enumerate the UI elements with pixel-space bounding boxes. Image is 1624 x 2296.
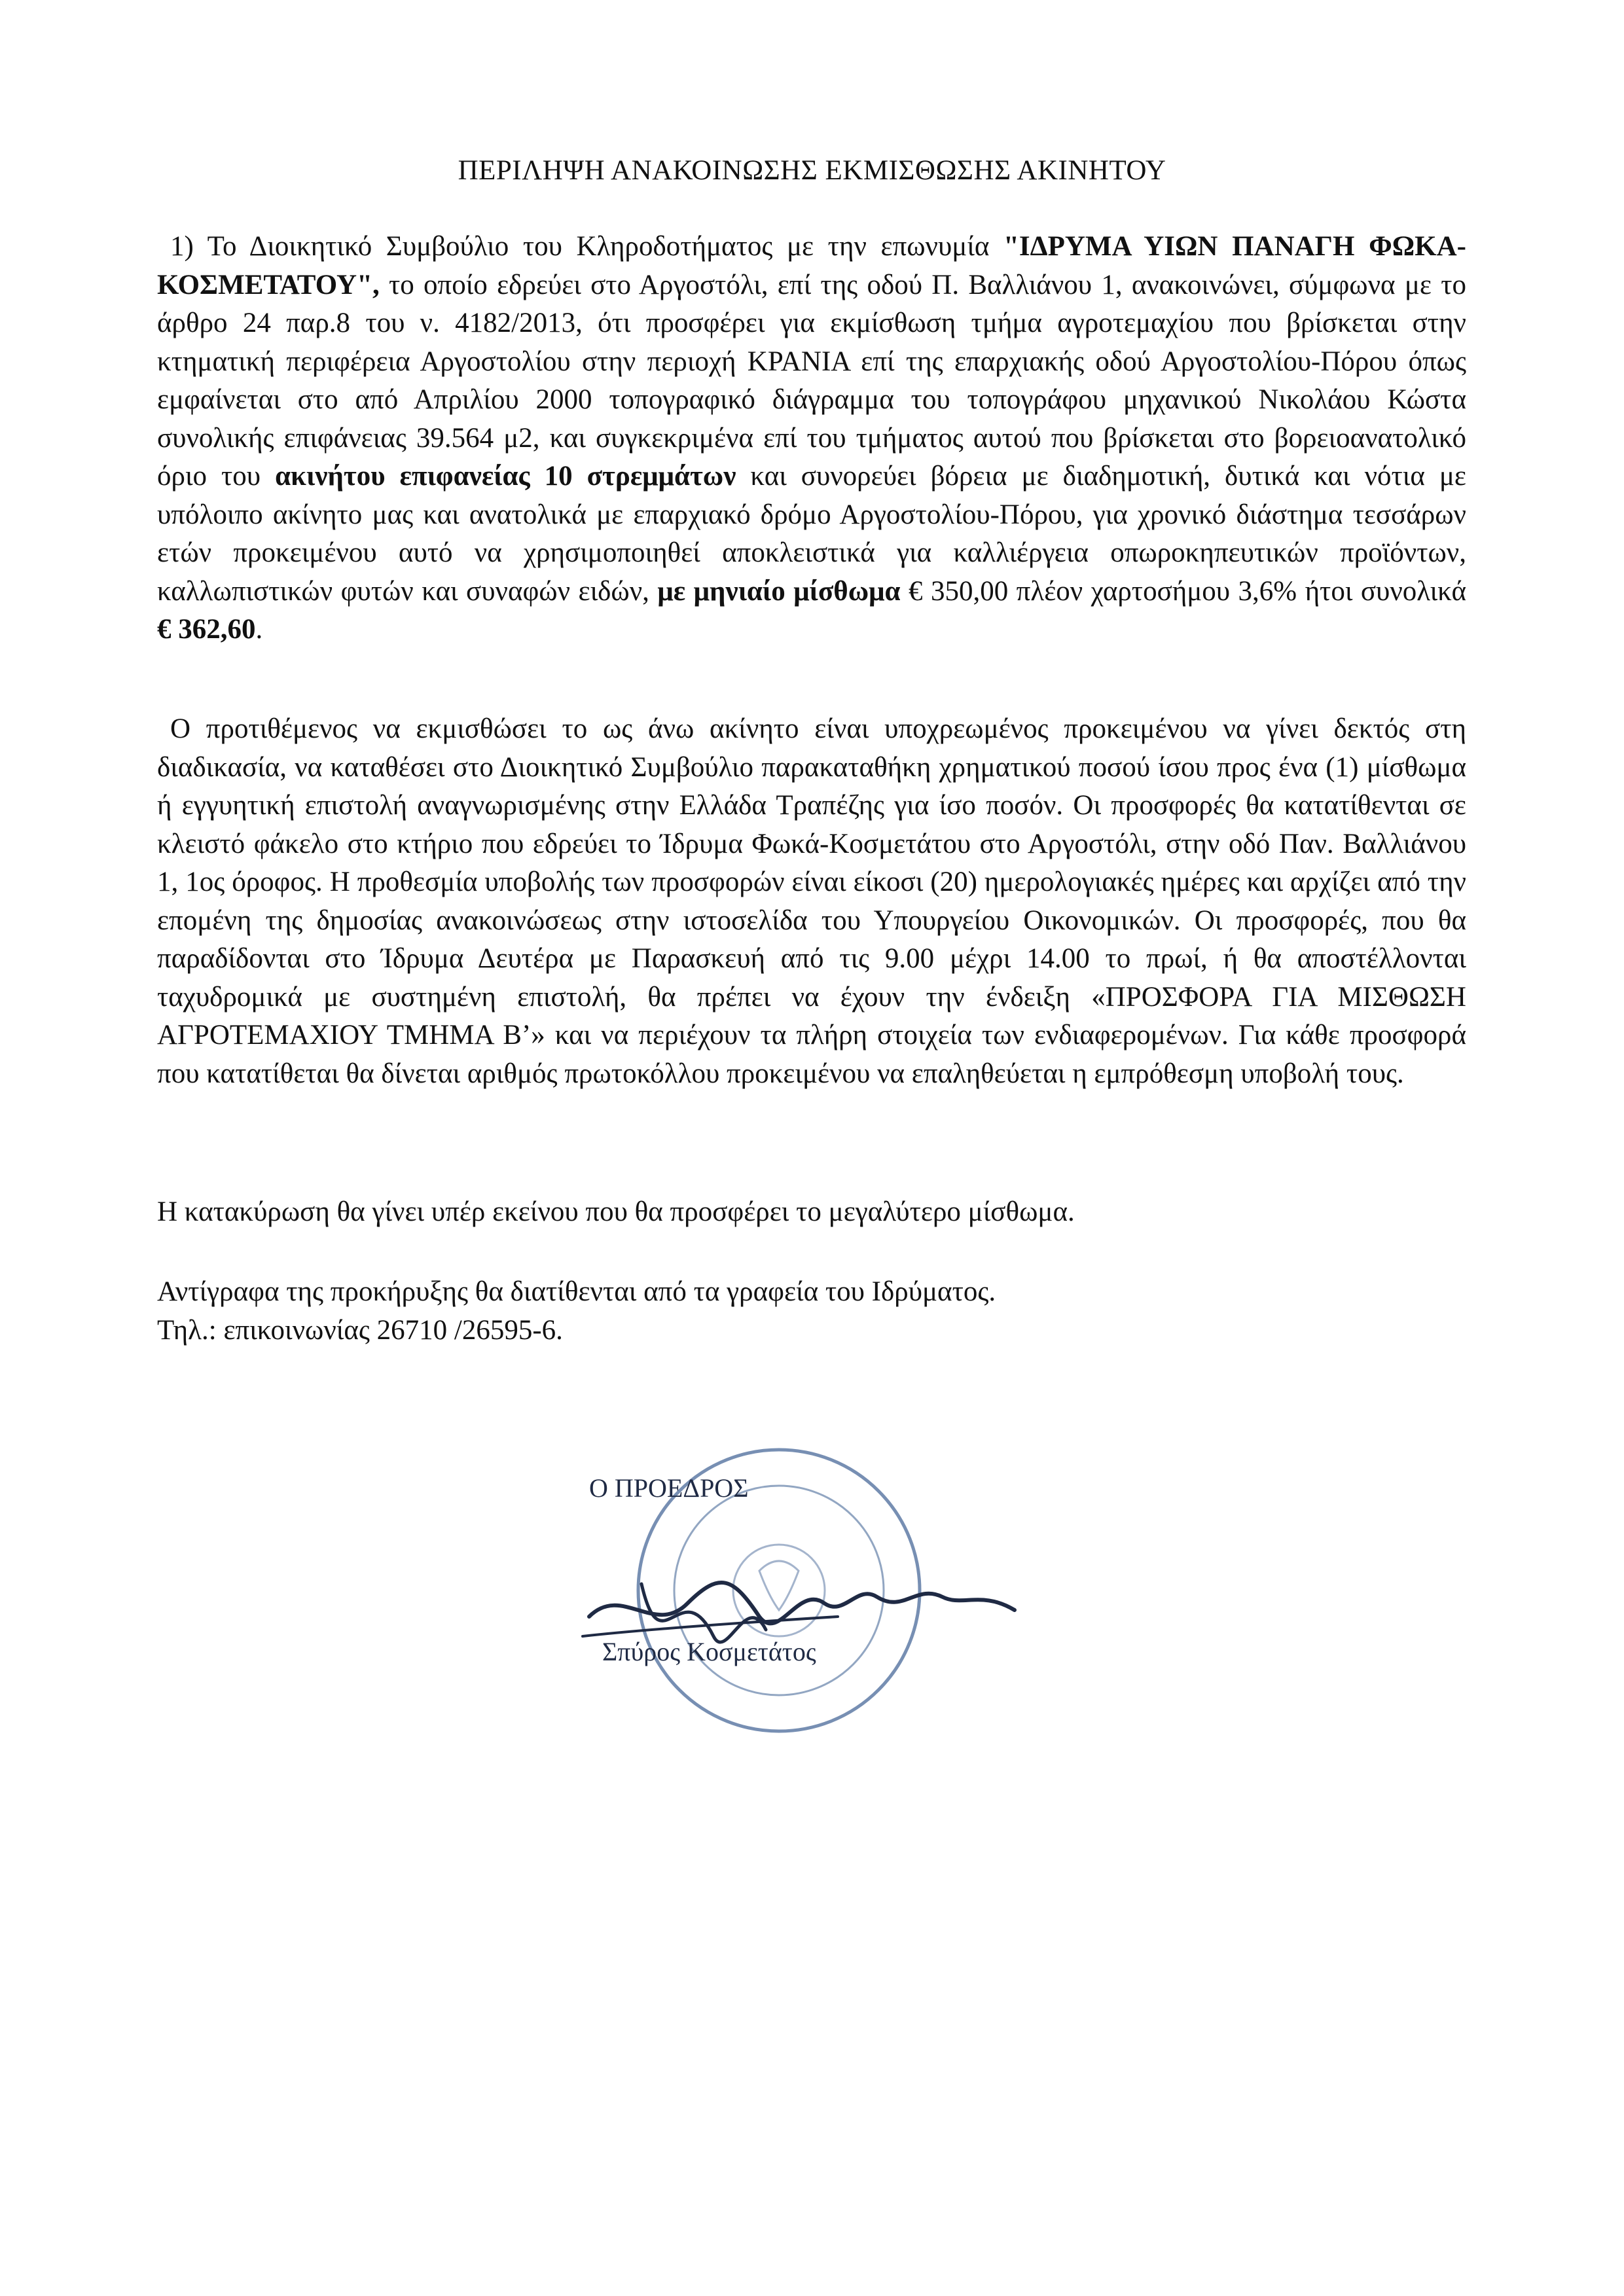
paragraph-1-body-2: και συνορεύει βόρεια με διαδημοτική, δυτικά και νότια με υπόλοιπο ακίνητο μας και ανατολικά με επαρχιακό δρόμο Αργοστολίου-Πόρου, για χρονικό διάστημα τεσσάρων ετών προκειμένου αυτό να χρησιμοποιηθεί αποκλειστικά για καλλιέργεια οπωροκηπευτικών προϊόντων, καλλωπιστικών φυτών και συναφών ειδών,: [157, 461, 1466, 607]
document-title: ΠΕΡΙΛΗΨΗ ΑΝΑΚΟΙΝΩΣΗΣ ΕΚΜΙΣΘΩΣΗΣ ΑΚΙΝΗΤΟΥ: [458, 155, 1166, 186]
phone-line: Τηλ.: επικοινωνίας 26710 /26595-6.: [157, 1314, 563, 1346]
foundation-name: "ΙΔΡΥΜΑ ΥΙΩΝ ΠΑΝΑΓΗ ΦΩΚΑ-ΚΟΣΜΕΤΑΤΟΥ",: [157, 231, 1466, 300]
signature-role: Ο ΠΡΟΕΔΡΟΣ: [589, 1473, 749, 1503]
signature-name: Σπύρος Κοσμετάτος: [602, 1637, 816, 1666]
paragraph-number: 1): [170, 231, 194, 262]
rent-amount: € 350,00 πλέον χαρτοσήμου 3,6% ήτοι συνολικά: [900, 575, 1466, 607]
paragraph-1-end: .: [255, 614, 263, 645]
area-bold: ακινήτου επιφανείας 10 στρεμμάτων: [275, 461, 736, 492]
signature-block: [563, 1420, 1034, 1761]
paragraph-award: [157, 1193, 1466, 1232]
paragraph-1-intro: Το Διοικητικό Συμβούλιο του Κληροδοτήματος με την επωνυμία: [207, 231, 1004, 262]
paragraph-submission-terms: [157, 710, 1466, 1093]
paragraph-1-text: [157, 228, 1466, 649]
copies-line: Αντίγραφα της προκήρυξης θα διατίθενται από τα γραφεία του Ιδρύματος.: [157, 1276, 996, 1307]
paragraph-lease-offer: [157, 228, 1466, 649]
seal-and-signature-graphic: [563, 1420, 1034, 1761]
paragraph-2-text: Ο προτιθέμενος να εκμισθώσει το ως άνω ακίνητο είναι υποχρεωμένος προκειμένου να γίνει δεκτός στη διαδικασία, να καταθέσει στο Διοικητικό Συμβούλιο παρακαταθήκη χρηματικού ποσού ίσου προς ένα (1) μίσθωμα ή εγγυητική επιστολή αναγνωρισμένης στην Ελλάδα Τραπέζης για ίσο ποσόν. Οι προσφορές θα κατατίθενται σε κλειστό φάκελο στο κτήριο που εδρεύει το Ίδρυμα Φωκά-Κοσμετάτου στο Αργοστόλι, στην οδό Παν. Βαλλιάνου 1, 1ος όροφος. Η προθεσμία υποβολής των προσφορών είναι είκοσι (20) ημερολογιακές ημέρες και αρχίζει από την επομένη της δημοσίας ανακοινώσεως στην ιστοσελίδα του Υπουργείου Οικονομικών. Οι προσφορές, που θα παραδίδονται στο Ίδρυμα Δευτέρα με Παρασκευή από τις 9.00 μέχρι 14.00 το πρωί, ή θα αποστέλλονται ταχυδρομικά με συστημένη επιστολή, θα πρέπει να έχουν την ένδειξη «ΠΡΟΣΦΟΡΑ ΓΙΑ ΜΙΣΘΩΣΗ ΑΓΡΟΤΕΜΑΧΙΟΥ ΤΜΗΜΑ Β’» και να περιέχουν τα πλήρη στοιχεία των ενδιαφερομένων. Για κάθε προσφορά που κατατίθεται θα δίνεται αριθμός πρωτοκόλλου προκειμένου να επαληθεύεται η εμπρόθεσμη υποβολή τους.: [157, 713, 1466, 1089]
paragraph-contact: [157, 1273, 1466, 1350]
total-amount: € 362,60: [157, 614, 256, 645]
paragraph-1-body: το οποίο εδρεύει στο Αργοστόλι, επί της οδού Π. Βαλλιάνου 1, ανακοινώνει, σύμφωνα με το άρθρο 24 παρ.8 του ν. 4182/2013, ότι προσφέρει για εκμίσθωση τμήμα αγροτεμαχίου που βρίσκεται στην κτηματική περιφέρεια Αργοστολίου στην περιοχή ΚΡΑΝΙΑ επί της επαρχιακής οδού Αργοστολίου-Πόρου όπως εμφαίνεται στο από Απριλίου 2000 τοπογραφικό διάγραμμα του τοπογράφου μηχανικού Νικολάου Κώστα συνολικής επιφάνειας 39.564 μ2, και συγκεκριμένα επί του τμήματος αυτού που βρίσκεται στο βορειοανατολικό όριο του: [157, 269, 1466, 492]
seal-emblem-figure: [759, 1561, 799, 1610]
rent-bold: με μηνιαίο μίσθωμα: [657, 575, 901, 607]
paragraph-3-text: Η κατακύρωση θα γίνει υπέρ εκείνου που θα προσφέρει το μεγαλύτερο μίσθωμα.: [157, 1196, 1075, 1227]
